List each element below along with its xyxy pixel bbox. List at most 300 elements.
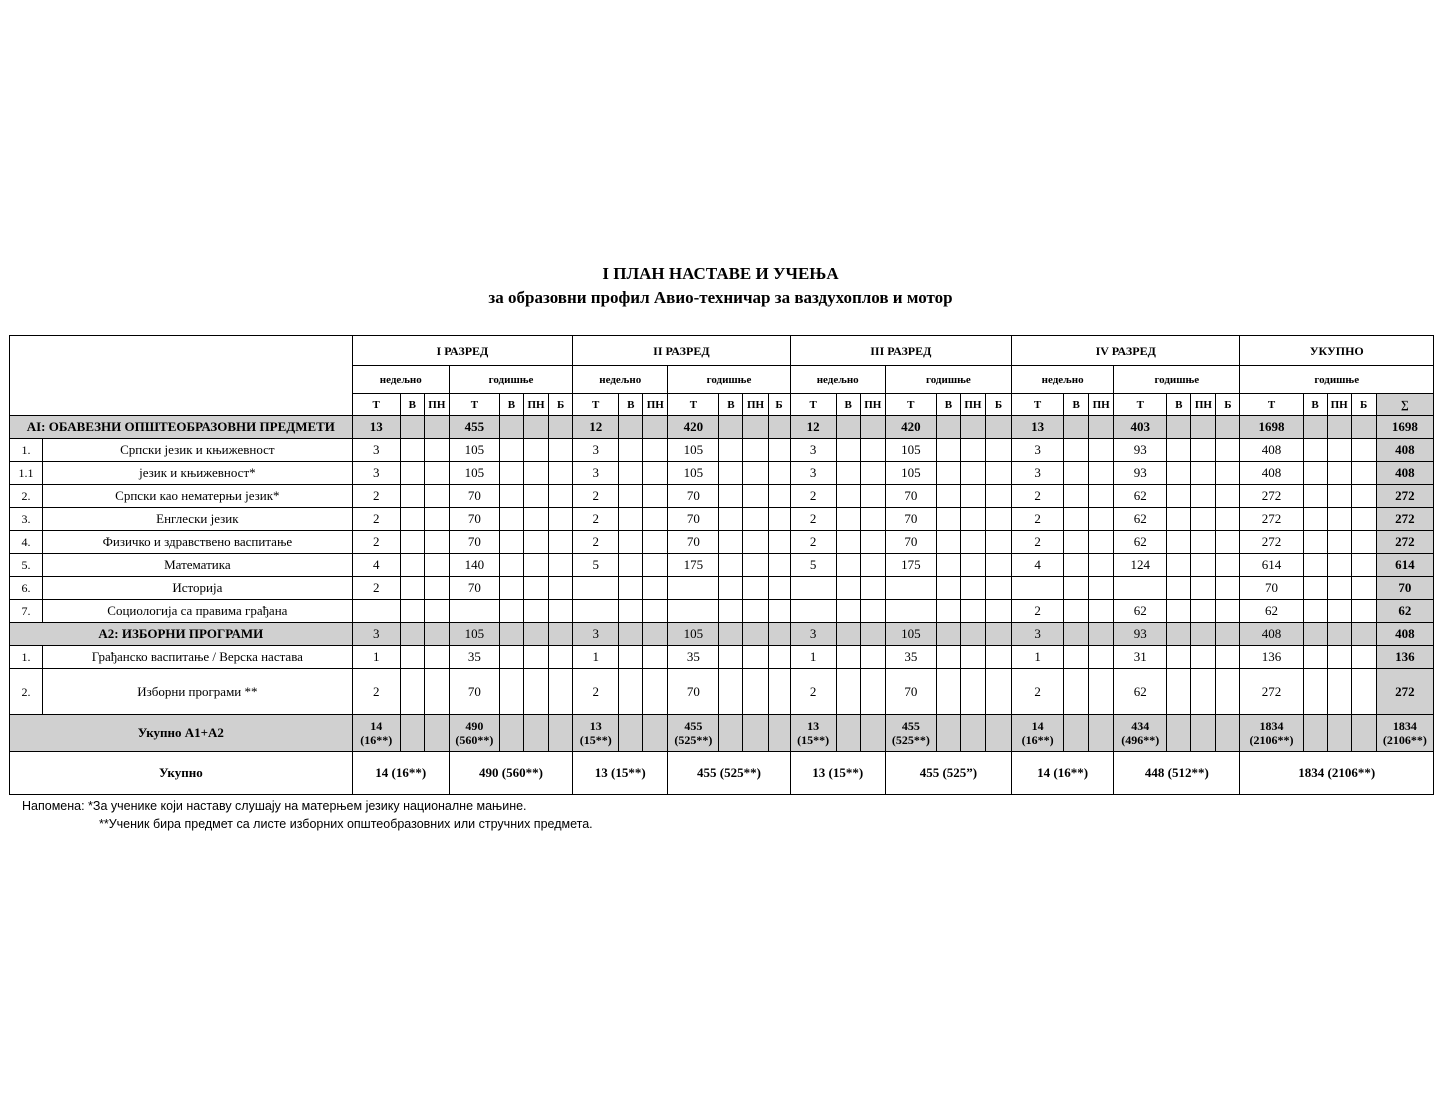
row-number: 4. xyxy=(10,531,43,554)
weekly-value xyxy=(1012,577,1064,600)
column-header-col_v: В xyxy=(499,394,523,416)
empty-cell xyxy=(400,715,424,752)
column-header-col_pn: ПН xyxy=(643,394,668,416)
empty-cell xyxy=(1167,623,1191,646)
empty-cell xyxy=(1327,485,1351,508)
empty-cell xyxy=(836,531,860,554)
empty-cell xyxy=(424,508,449,531)
yearly-value: 175 xyxy=(668,554,719,577)
yearly-header: годишње xyxy=(1240,366,1434,394)
empty-cell xyxy=(1327,508,1351,531)
empty-cell xyxy=(768,646,790,669)
empty-cell xyxy=(1351,485,1376,508)
empty-cell xyxy=(936,485,960,508)
section-row xyxy=(10,416,1434,439)
empty-cell xyxy=(960,554,985,577)
empty-cell xyxy=(619,715,643,752)
empty-cell xyxy=(985,554,1011,577)
sum-value: 408 xyxy=(1376,623,1433,646)
yearly-value: 70 xyxy=(668,485,719,508)
empty-cell xyxy=(719,600,743,623)
grade-2-header: II РАЗРЕД xyxy=(573,336,790,366)
empty-cell xyxy=(1064,531,1089,554)
empty-cell xyxy=(499,531,523,554)
weekly-value: 2 xyxy=(790,531,836,554)
empty-cell xyxy=(524,416,549,439)
empty-cell xyxy=(1089,485,1114,508)
empty-cell xyxy=(524,646,549,669)
empty-cell xyxy=(860,416,885,439)
empty-cell xyxy=(1327,646,1351,669)
weekly-value: 1 xyxy=(790,646,836,669)
total-value-extra: (16**) xyxy=(1021,733,1054,747)
total-value-extra: (496**) xyxy=(1121,733,1160,747)
column-header-sum: ∑ xyxy=(1376,394,1433,416)
weekly-header: недељно xyxy=(1012,366,1114,394)
yearly-value: 105 xyxy=(885,462,936,485)
empty-cell xyxy=(619,577,643,600)
column-header-col_b: Б xyxy=(768,394,790,416)
empty-cell xyxy=(1167,508,1191,531)
empty-cell xyxy=(860,554,885,577)
yearly-value: 93 xyxy=(1114,623,1167,646)
empty-cell xyxy=(768,623,790,646)
empty-cell xyxy=(768,485,790,508)
empty-cell xyxy=(400,669,424,715)
empty-cell xyxy=(719,531,743,554)
empty-cell xyxy=(768,508,790,531)
column-header-col_v: В xyxy=(619,394,643,416)
empty-cell xyxy=(985,462,1011,485)
empty-cell xyxy=(424,554,449,577)
row-number: 6. xyxy=(10,577,43,600)
subject-name: Грађанско васпитање / Верска настава xyxy=(43,646,353,669)
subject-name: Српски језик и књижевност xyxy=(43,439,353,462)
total-value-extra: (2106**) xyxy=(1382,733,1427,747)
empty-cell xyxy=(1327,416,1351,439)
empty-cell xyxy=(1351,646,1376,669)
total-a1a2-value xyxy=(352,715,400,752)
yearly-header: годишње xyxy=(885,366,1011,394)
empty-cell xyxy=(643,623,668,646)
weekly-value: 2 xyxy=(352,485,400,508)
empty-cell xyxy=(768,715,790,752)
total-value-extra: (15**) xyxy=(579,733,612,747)
empty-cell xyxy=(719,577,743,600)
table-row xyxy=(10,646,1434,669)
total-a1a2-value xyxy=(573,715,619,752)
yearly-value: 124 xyxy=(1114,554,1167,577)
total-yearly-value: 455 (525”) xyxy=(885,752,1011,795)
column-header-col_v: В xyxy=(1167,394,1191,416)
weekly-value xyxy=(573,600,619,623)
empty-cell xyxy=(860,715,885,752)
yearly-value: 140 xyxy=(449,554,499,577)
weekly-value: 2 xyxy=(352,531,400,554)
empty-cell xyxy=(985,577,1011,600)
total-a1a2-value xyxy=(1376,715,1433,752)
empty-cell xyxy=(836,577,860,600)
column-header-col_pn: ПН xyxy=(1327,394,1351,416)
empty-cell xyxy=(619,623,643,646)
weekly-value: 3 xyxy=(352,462,400,485)
column-header-col_t: Т xyxy=(1114,394,1167,416)
empty-cell xyxy=(549,462,573,485)
table-row xyxy=(10,439,1434,462)
column-header-col_pn: ПН xyxy=(860,394,885,416)
empty-cell xyxy=(1167,531,1191,554)
column-header-col_pn: ПН xyxy=(524,394,549,416)
empty-cell xyxy=(743,531,768,554)
sum-value: 272 xyxy=(1376,669,1433,715)
sum-value: 272 xyxy=(1376,485,1433,508)
empty-cell xyxy=(499,669,523,715)
yearly-value: 175 xyxy=(885,554,936,577)
column-header-col_t: Т xyxy=(573,394,619,416)
empty-cell xyxy=(1064,646,1089,669)
total-yearly-value: 70 xyxy=(1240,577,1303,600)
weekly-value: 2 xyxy=(1012,485,1064,508)
yearly-value: 105 xyxy=(668,623,719,646)
empty-cell xyxy=(643,577,668,600)
yearly-value: 93 xyxy=(1114,439,1167,462)
empty-cell xyxy=(524,485,549,508)
empty-cell xyxy=(960,623,985,646)
section-title: А2: ИЗБОРНИ ПРОГРАМИ xyxy=(10,623,353,646)
empty-cell xyxy=(1351,623,1376,646)
empty-cell xyxy=(1216,646,1240,669)
empty-cell xyxy=(619,669,643,715)
empty-cell xyxy=(400,646,424,669)
sum-value: 62 xyxy=(1376,600,1433,623)
weekly-value: 2 xyxy=(573,508,619,531)
empty-cell xyxy=(499,577,523,600)
empty-cell xyxy=(1064,485,1089,508)
empty-cell xyxy=(936,577,960,600)
empty-cell xyxy=(936,508,960,531)
empty-cell xyxy=(719,715,743,752)
yearly-header: годишње xyxy=(668,366,790,394)
empty-cell xyxy=(836,715,860,752)
column-header-col_b: Б xyxy=(549,394,573,416)
empty-cell xyxy=(1089,531,1114,554)
empty-cell xyxy=(549,623,573,646)
empty-cell xyxy=(768,669,790,715)
empty-cell xyxy=(719,669,743,715)
weekly-value: 2 xyxy=(1012,600,1064,623)
empty-cell xyxy=(1303,600,1327,623)
empty-cell xyxy=(619,416,643,439)
subject-name: Енглески језик xyxy=(43,508,353,531)
empty-cell xyxy=(1191,439,1216,462)
yearly-value xyxy=(1114,577,1167,600)
empty-cell xyxy=(643,485,668,508)
empty-cell xyxy=(643,715,668,752)
weekly-value: 1 xyxy=(1012,646,1064,669)
weekly-header: недељно xyxy=(790,366,885,394)
sum-value: 408 xyxy=(1376,462,1433,485)
empty-cell xyxy=(836,439,860,462)
yearly-value: 70 xyxy=(449,577,499,600)
sum-value: 408 xyxy=(1376,439,1433,462)
yearly-value xyxy=(885,577,936,600)
yearly-value: 62 xyxy=(1114,600,1167,623)
total-yearly-value: 1698 xyxy=(1240,416,1303,439)
empty-cell xyxy=(985,715,1011,752)
table-row xyxy=(10,600,1434,623)
empty-cell xyxy=(424,577,449,600)
empty-cell xyxy=(549,669,573,715)
empty-cell xyxy=(1089,554,1114,577)
empty-cell xyxy=(619,485,643,508)
empty-cell xyxy=(1351,462,1376,485)
row-number: 3. xyxy=(10,508,43,531)
empty-cell xyxy=(1351,531,1376,554)
empty-cell xyxy=(860,646,885,669)
row-number: 7. xyxy=(10,600,43,623)
empty-cell xyxy=(743,508,768,531)
empty-cell xyxy=(1167,600,1191,623)
yearly-value: 93 xyxy=(1114,462,1167,485)
total-yearly-value: 455 (525**) xyxy=(668,752,790,795)
empty-cell xyxy=(549,646,573,669)
row-number: 1. xyxy=(10,646,43,669)
weekly-value: 2 xyxy=(352,508,400,531)
empty-cell xyxy=(985,439,1011,462)
empty-cell xyxy=(424,462,449,485)
yearly-value xyxy=(449,600,499,623)
empty-cell xyxy=(1327,623,1351,646)
weekly-value: 2 xyxy=(790,508,836,531)
total-value-main: 490 xyxy=(465,719,484,733)
total-value-main: 13 xyxy=(589,719,602,733)
empty-cell xyxy=(1303,577,1327,600)
weekly-value xyxy=(573,577,619,600)
empty-cell xyxy=(1167,554,1191,577)
empty-cell xyxy=(1089,577,1114,600)
empty-cell xyxy=(524,508,549,531)
empty-cell xyxy=(1216,669,1240,715)
grade-3-header: III РАЗРЕД xyxy=(790,336,1011,366)
empty-cell xyxy=(768,600,790,623)
total-value-main: 1834 xyxy=(1392,719,1417,733)
total-a1a2-value xyxy=(668,715,719,752)
subject-name: Социологија са правима грађана xyxy=(43,600,353,623)
empty-cell xyxy=(1191,715,1216,752)
empty-cell xyxy=(524,577,549,600)
weekly-value: 2 xyxy=(1012,669,1064,715)
sum-value: 70 xyxy=(1376,577,1433,600)
empty-cell xyxy=(985,508,1011,531)
empty-cell xyxy=(1064,623,1089,646)
empty-cell xyxy=(619,554,643,577)
total-value-main: 455 xyxy=(901,719,920,733)
empty-cell xyxy=(400,531,424,554)
notes xyxy=(22,797,593,833)
empty-cell xyxy=(549,577,573,600)
weekly-value: 2 xyxy=(352,669,400,715)
total-yearly-value: 490 (560**) xyxy=(449,752,572,795)
weekly-value xyxy=(790,577,836,600)
empty-cell xyxy=(1167,669,1191,715)
column-header-col_b: Б xyxy=(985,394,1011,416)
empty-cell xyxy=(1191,669,1216,715)
sum-value: 272 xyxy=(1376,531,1433,554)
empty-cell xyxy=(424,715,449,752)
empty-cell xyxy=(985,416,1011,439)
empty-cell xyxy=(860,669,885,715)
empty-cell xyxy=(960,715,985,752)
empty-cell xyxy=(499,439,523,462)
total-a1a2-value xyxy=(1012,715,1064,752)
table-row xyxy=(10,669,1434,715)
subject-name: Историја xyxy=(43,577,353,600)
empty-cell xyxy=(424,531,449,554)
empty-cell xyxy=(936,554,960,577)
empty-cell xyxy=(860,439,885,462)
total-yearly-value: 272 xyxy=(1240,531,1303,554)
empty-cell xyxy=(1191,462,1216,485)
total-value-extra: (2106**) xyxy=(1249,733,1294,747)
empty-cell xyxy=(1303,462,1327,485)
table-row xyxy=(10,577,1434,600)
yearly-value: 70 xyxy=(449,508,499,531)
total-a1a2-row xyxy=(10,715,1434,752)
grade-4-header: IV РАЗРЕД xyxy=(1012,336,1240,366)
weekly-value: 3 xyxy=(1012,623,1064,646)
empty-cell xyxy=(424,669,449,715)
yearly-value xyxy=(885,600,936,623)
yearly-value: 70 xyxy=(449,669,499,715)
yearly-value: 70 xyxy=(885,508,936,531)
empty-cell xyxy=(400,416,424,439)
empty-cell xyxy=(836,669,860,715)
empty-cell xyxy=(1216,439,1240,462)
empty-cell xyxy=(1351,669,1376,715)
empty-cell xyxy=(1064,416,1089,439)
weekly-value: 13 xyxy=(352,416,400,439)
yearly-value: 70 xyxy=(668,531,719,554)
page-title: I ПЛАН НАСТАВЕ И УЧЕЊА xyxy=(602,264,839,283)
yearly-value: 105 xyxy=(449,462,499,485)
row-number: 1. xyxy=(10,439,43,462)
empty-cell xyxy=(1216,531,1240,554)
empty-cell xyxy=(643,600,668,623)
empty-cell xyxy=(743,623,768,646)
weekly-value: 2 xyxy=(1012,508,1064,531)
empty-cell xyxy=(424,646,449,669)
yearly-value: 70 xyxy=(449,485,499,508)
empty-cell xyxy=(743,554,768,577)
total-yearly-value: 614 xyxy=(1240,554,1303,577)
empty-cell xyxy=(743,669,768,715)
yearly-value: 455 xyxy=(449,416,499,439)
weekly-value: 3 xyxy=(573,439,619,462)
yearly-value: 35 xyxy=(668,646,719,669)
empty-cell xyxy=(719,508,743,531)
empty-cell xyxy=(1351,600,1376,623)
yearly-value: 105 xyxy=(668,462,719,485)
empty-cell xyxy=(936,623,960,646)
empty-cell xyxy=(1327,600,1351,623)
empty-cell xyxy=(400,485,424,508)
yearly-value: 105 xyxy=(668,439,719,462)
empty-cell xyxy=(1064,462,1089,485)
weekly-value: 3 xyxy=(790,623,836,646)
empty-cell xyxy=(619,531,643,554)
total-label: Укупно xyxy=(10,752,353,795)
empty-cell xyxy=(1089,669,1114,715)
empty-cell xyxy=(643,439,668,462)
total-yearly-value: 408 xyxy=(1240,439,1303,462)
empty-cell xyxy=(1089,600,1114,623)
total-a1a2-value xyxy=(790,715,836,752)
empty-cell xyxy=(985,623,1011,646)
total-header: УКУПНО xyxy=(1240,336,1434,366)
empty-cell xyxy=(768,416,790,439)
weekly-value: 2 xyxy=(352,577,400,600)
empty-cell xyxy=(1089,439,1114,462)
empty-cell xyxy=(1303,669,1327,715)
empty-cell xyxy=(860,531,885,554)
empty-cell xyxy=(985,646,1011,669)
total-weekly-value: 13 (15**) xyxy=(790,752,885,795)
empty-cell xyxy=(936,462,960,485)
note-1: Напомена: *За ученике који наставу слушају на матерњем језику националне мањине. xyxy=(22,799,527,813)
weekly-value: 3 xyxy=(790,462,836,485)
total-a1a2-value xyxy=(449,715,499,752)
yearly-value: 62 xyxy=(1114,508,1167,531)
empty-cell xyxy=(1167,715,1191,752)
yearly-value: 70 xyxy=(885,669,936,715)
empty-cell xyxy=(499,416,523,439)
empty-cell xyxy=(1303,416,1327,439)
column-header-col_t: Т xyxy=(668,394,719,416)
empty-cell xyxy=(836,646,860,669)
empty-cell xyxy=(549,485,573,508)
empty-cell xyxy=(960,577,985,600)
empty-cell xyxy=(1303,715,1327,752)
empty-cell xyxy=(936,439,960,462)
sum-value: 1698 xyxy=(1376,416,1433,439)
yearly-value: 70 xyxy=(449,531,499,554)
subject-name: Српски као нематерњи језик* xyxy=(43,485,353,508)
weekly-value: 12 xyxy=(573,416,619,439)
empty-cell xyxy=(549,554,573,577)
empty-cell xyxy=(499,646,523,669)
empty-cell xyxy=(1167,646,1191,669)
empty-cell xyxy=(524,715,549,752)
yearly-value: 420 xyxy=(885,416,936,439)
empty-cell xyxy=(1064,577,1089,600)
sum-value: 136 xyxy=(1376,646,1433,669)
empty-cell xyxy=(936,600,960,623)
weekly-value xyxy=(352,600,400,623)
empty-cell xyxy=(719,554,743,577)
column-header-col_t: Т xyxy=(790,394,836,416)
table-row xyxy=(10,531,1434,554)
total-yearly-value: 408 xyxy=(1240,623,1303,646)
empty-cell xyxy=(985,485,1011,508)
empty-cell xyxy=(1191,485,1216,508)
empty-cell xyxy=(960,416,985,439)
column-header-col_v: В xyxy=(1064,394,1089,416)
column-header-col_t: Т xyxy=(449,394,499,416)
empty-cell xyxy=(549,600,573,623)
empty-cell xyxy=(524,669,549,715)
empty-cell xyxy=(1327,439,1351,462)
empty-cell xyxy=(1327,554,1351,577)
